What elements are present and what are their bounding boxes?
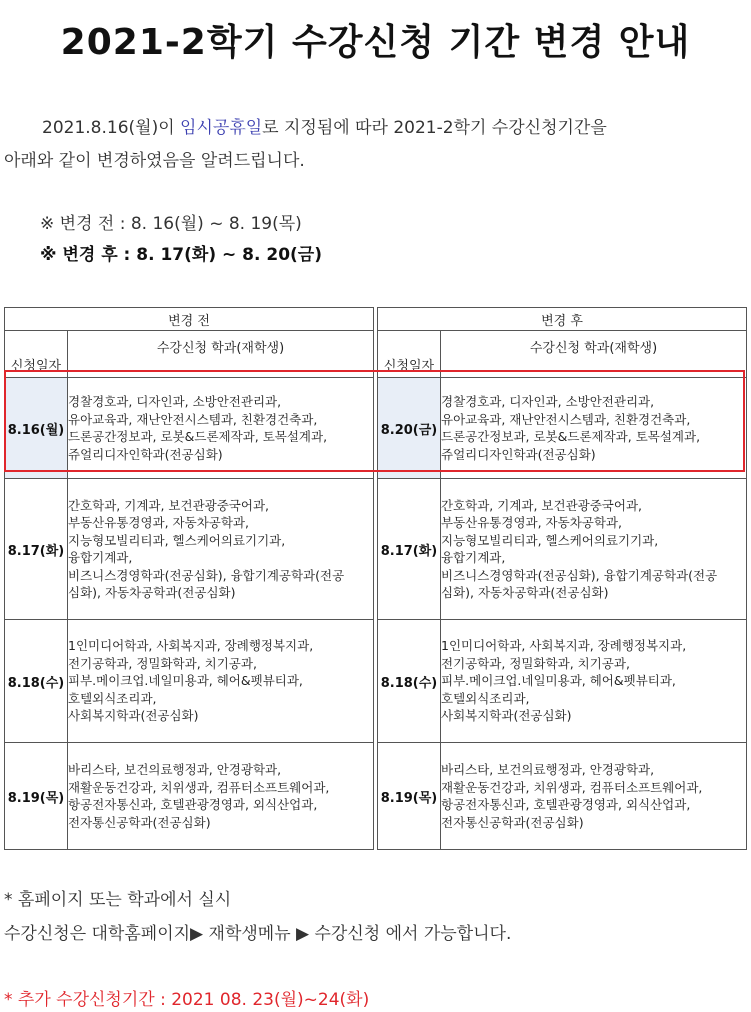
note-additional-period: * 추가 수강신청기간 : 2021 08. 23(월)~24(화) — [4, 990, 370, 1010]
after-date-col-header: 신청일자 — [378, 331, 441, 378]
before-dept-col-header: 수강신청 학과(재학생) — [68, 331, 374, 378]
before-depts: 바리스타, 보건의료행정과, 안경광학과, 재활운동건강과, 치위생과, 컴퓨터소프트웨어과, 항공전자통신과, 호텔관광경영과, 외식산업과, 전자통신공학과(전공심화) — [68, 743, 374, 850]
schedule-table — [4, 307, 747, 850]
intro-part2: 로 지정됨에 따라 2021-2학기 수강신청기간을 — [262, 118, 607, 138]
after-depts: 간호학과, 기계과, 보건관광중국어과, 부동산유통경영과, 자동차공학과, 지능형모빌리티과, 헬스케어의료기기과, 융합기계과, 비즈니스경영학과(전공심화), 융합기계공학과(전공 심화), 자동차공학과(전공심화) — [441, 479, 747, 620]
before-depts: 1인미디어학과, 사회복지과, 장례행정복지과, 전기공학과, 정밀화학과, 치기공과, 피부.메이크업.네일미용과, 헤어&펫뷰티과, 호텔외식조리과, 사회복지학과(전공심화) — [68, 620, 374, 743]
after-date: 8.18(수) — [378, 620, 441, 743]
before-date: 8.18(수) — [5, 620, 68, 743]
before-date: 8.17(화) — [5, 479, 68, 620]
intro-part1: 2021.8.16(월)이 — [42, 118, 181, 138]
before-date-col-header: 신청일자 — [5, 331, 68, 378]
before-depts: 간호학과, 기계과, 보건관광중국어과, 부동산유통경영과, 자동차공학과, 지능형모빌리티과, 헬스케어의료기기과, 융합기계과, 비즈니스경영학과(전공심화), 융합기계공학과(전공 심화), 자동차공학과(전공심화) — [68, 479, 374, 620]
after-date: 8.19(목) — [378, 743, 441, 850]
period-before: ※ 변경 전 : 8. 16(월) ~ 8. 19(목) — [40, 214, 302, 234]
after-depts: 경찰경호과, 디자인과, 소방안전관리과, 유아교육과, 재난안전시스템과, 친환경건축과, 드론공간정보과, 로봇&드론제작과, 토목설계과, 쥬얼리디자인학과(전공심화) — [441, 378, 747, 479]
before-date: 8.16(월) — [5, 378, 68, 479]
table-row — [5, 743, 747, 850]
note-path: 수강신청은 대학홈페이지▶ 재학생메뉴 ▶ 수강신청 에서 가능합니다. — [4, 924, 512, 944]
intro-paragraph — [4, 112, 744, 178]
after-date: 8.17(화) — [378, 479, 441, 620]
intro-highlight: 임시공휴일 — [180, 118, 263, 138]
before-depts: 경찰경호과, 디자인과, 소방안전관리과, 유아교육과, 재난안전시스템과, 친환경건축과, 드론공간정보과, 로봇&드론제작과, 토목설계과, 쥬얼리디자인학과(전공심화) — [68, 378, 374, 479]
after-dept-col-header: 수강신청 학과(재학생) — [441, 331, 747, 378]
page-title: 2021-2학기 수강신청 기간 변경 안내 — [60, 22, 691, 63]
before-date: 8.19(목) — [5, 743, 68, 850]
period-after: ※ 변경 후 : 8. 17(화) ~ 8. 20(금) — [40, 245, 322, 265]
table-row — [5, 479, 747, 620]
before-header: 변경 전 — [5, 308, 374, 331]
table-row — [5, 620, 747, 743]
after-date: 8.20(금) — [378, 378, 441, 479]
intro-line2: 아래와 같이 변경하였음을 알려드립니다. — [4, 151, 305, 171]
after-header: 변경 후 — [378, 308, 747, 331]
table-row — [5, 378, 747, 479]
note-location: * 홈페이지 또는 학과에서 실시 — [4, 890, 232, 910]
after-depts: 바리스타, 보건의료행정과, 안경광학과, 재활운동건강과, 치위생과, 컴퓨터소프트웨어과, 항공전자통신과, 호텔관광경영과, 외식산업과, 전자통신공학과(전공심화) — [441, 743, 747, 850]
after-depts: 1인미디어학과, 사회복지과, 장례행정복지과, 전기공학과, 정밀화학과, 치기공과, 피부.메이크업.네일미용과, 헤어&펫뷰티과, 호텔외식조리과, 사회복지학과(전공심화) — [441, 620, 747, 743]
